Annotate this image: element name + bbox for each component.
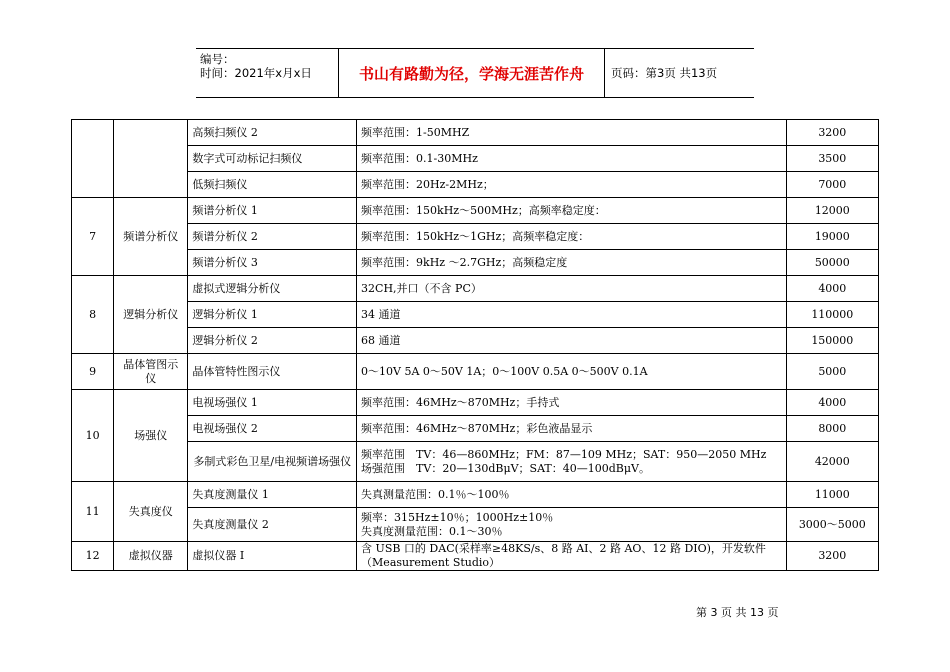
item-name: 频谱分析仪 1 bbox=[188, 198, 357, 224]
header-motto: 书山有路勤为径，学海无涯苦作舟 bbox=[339, 49, 605, 97]
item-spec: 频率范围：9kHz ～2.7GHz；高频稳定度 bbox=[357, 250, 787, 276]
table-row bbox=[72, 354, 879, 390]
row-category: 场强仪 bbox=[114, 390, 188, 482]
item-name: 失真度测量仪 1 bbox=[188, 482, 357, 508]
table-row bbox=[72, 146, 879, 172]
table-row bbox=[72, 276, 879, 302]
row-number: 10 bbox=[72, 390, 114, 482]
item-spec: 频率范围：0.1-30MHz bbox=[357, 146, 787, 172]
item-price: 3200 bbox=[786, 120, 878, 146]
item-price: 3000～5000 bbox=[786, 508, 878, 542]
item-spec: 频率范围：150kHz～1GHz；高频率稳定度： bbox=[357, 224, 787, 250]
item-spec: 频率范围：20Hz-2MHz； bbox=[357, 172, 787, 198]
table-row bbox=[72, 328, 879, 354]
item-spec: 频率范围：1-50MHZ bbox=[357, 120, 787, 146]
table-row bbox=[72, 482, 879, 508]
row-number: 9 bbox=[72, 354, 114, 390]
item-spec: 32CH,并口（不含 PC） bbox=[357, 276, 787, 302]
table-row bbox=[72, 120, 879, 146]
document-time: 时间：2021年x月x日 bbox=[200, 66, 312, 80]
item-spec: 频率范围：46MHz～870MHz；彩色液晶显示 bbox=[357, 416, 787, 442]
equipment-table bbox=[71, 119, 879, 571]
item-spec: 34 通道 bbox=[357, 302, 787, 328]
page-footer: 第 3 页 共 13 页 bbox=[696, 606, 779, 619]
item-price: 12000 bbox=[786, 198, 878, 224]
row-number: 8 bbox=[72, 276, 114, 354]
item-name: 逻辑分析仪 1 bbox=[188, 302, 357, 328]
item-price: 4000 bbox=[786, 276, 878, 302]
item-spec: 失真测量范围：0.1％～100％ bbox=[357, 482, 787, 508]
item-name: 高频扫频仪 2 bbox=[188, 120, 357, 146]
item-spec: 频率范围 TV：46—860MHz；FM：87—109 MHz；SAT：950—2050 MHz 场强范围 TV：20—130dBμV；SAT：40—100dBμV。 bbox=[357, 442, 787, 482]
row-category bbox=[114, 120, 188, 198]
item-spec: 频率：315Hz±10％；1000Hz±10％ 失真度测量范围：0.1～30％ bbox=[357, 508, 787, 542]
item-price: 50000 bbox=[786, 250, 878, 276]
item-price: 19000 bbox=[786, 224, 878, 250]
table-row bbox=[72, 390, 879, 416]
item-spec: 含 USB 口的 DAC(采样率≥48KS/s、8 路 AI、2 路 AO、12 路 DIO)，开发软件 （Measurement Studio） bbox=[357, 542, 787, 571]
table-row bbox=[72, 508, 879, 542]
header-meta bbox=[196, 49, 339, 97]
item-name: 晶体管特性图示仪 bbox=[188, 354, 357, 390]
item-price: 4000 bbox=[786, 390, 878, 416]
item-name: 频谱分析仪 2 bbox=[188, 224, 357, 250]
table-row bbox=[72, 172, 879, 198]
item-price: 7000 bbox=[786, 172, 878, 198]
item-spec: 68 通道 bbox=[357, 328, 787, 354]
row-number: 11 bbox=[72, 482, 114, 542]
row-category: 失真度仪 bbox=[114, 482, 188, 542]
item-spec: 频率范围：46MHz～870MHz；手持式 bbox=[357, 390, 787, 416]
item-name: 数字式可动标记扫频仪 bbox=[188, 146, 357, 172]
row-category: 晶体管图示仪 bbox=[114, 354, 188, 390]
row-category: 频谱分析仪 bbox=[114, 198, 188, 276]
row-category: 虚拟仪器 bbox=[114, 542, 188, 571]
item-spec: 0～10V 5A 0～50V 1A；0～100V 0.5A 0～500V 0.1A bbox=[357, 354, 787, 390]
item-name: 电视场强仪 2 bbox=[188, 416, 357, 442]
row-number: 12 bbox=[72, 542, 114, 571]
item-price: 8000 bbox=[786, 416, 878, 442]
document-number-label: 编号： bbox=[200, 52, 235, 66]
row-category: 逻辑分析仪 bbox=[114, 276, 188, 354]
item-name: 虚拟式逻辑分析仪 bbox=[188, 276, 357, 302]
item-price: 42000 bbox=[786, 442, 878, 482]
table-row bbox=[72, 416, 879, 442]
table-row bbox=[72, 542, 879, 571]
item-spec: 频率范围：150kHz～500MHz；高频率稳定度： bbox=[357, 198, 787, 224]
header-page-code: 页码：第3页 共13页 bbox=[611, 66, 718, 80]
page-header bbox=[196, 48, 754, 98]
item-name: 频谱分析仪 3 bbox=[188, 250, 357, 276]
table-row bbox=[72, 224, 879, 250]
item-name: 多制式彩色卫星/电视频谱场强仪 bbox=[188, 442, 357, 482]
item-name: 低频扫频仪 bbox=[188, 172, 357, 198]
row-number: 7 bbox=[72, 198, 114, 276]
table-row bbox=[72, 302, 879, 328]
row-number bbox=[72, 120, 114, 198]
item-name: 电视场强仪 1 bbox=[188, 390, 357, 416]
table-row bbox=[72, 198, 879, 224]
item-name: 失真度测量仪 2 bbox=[188, 508, 357, 542]
item-price: 110000 bbox=[786, 302, 878, 328]
item-name: 虚拟仪器 I bbox=[188, 542, 357, 571]
item-name: 逻辑分析仪 2 bbox=[188, 328, 357, 354]
item-price: 11000 bbox=[786, 482, 878, 508]
item-price: 3200 bbox=[786, 542, 878, 571]
table-row bbox=[72, 250, 879, 276]
item-price: 5000 bbox=[786, 354, 878, 390]
table-row bbox=[72, 442, 879, 482]
item-price: 150000 bbox=[786, 328, 878, 354]
item-price: 3500 bbox=[786, 146, 878, 172]
